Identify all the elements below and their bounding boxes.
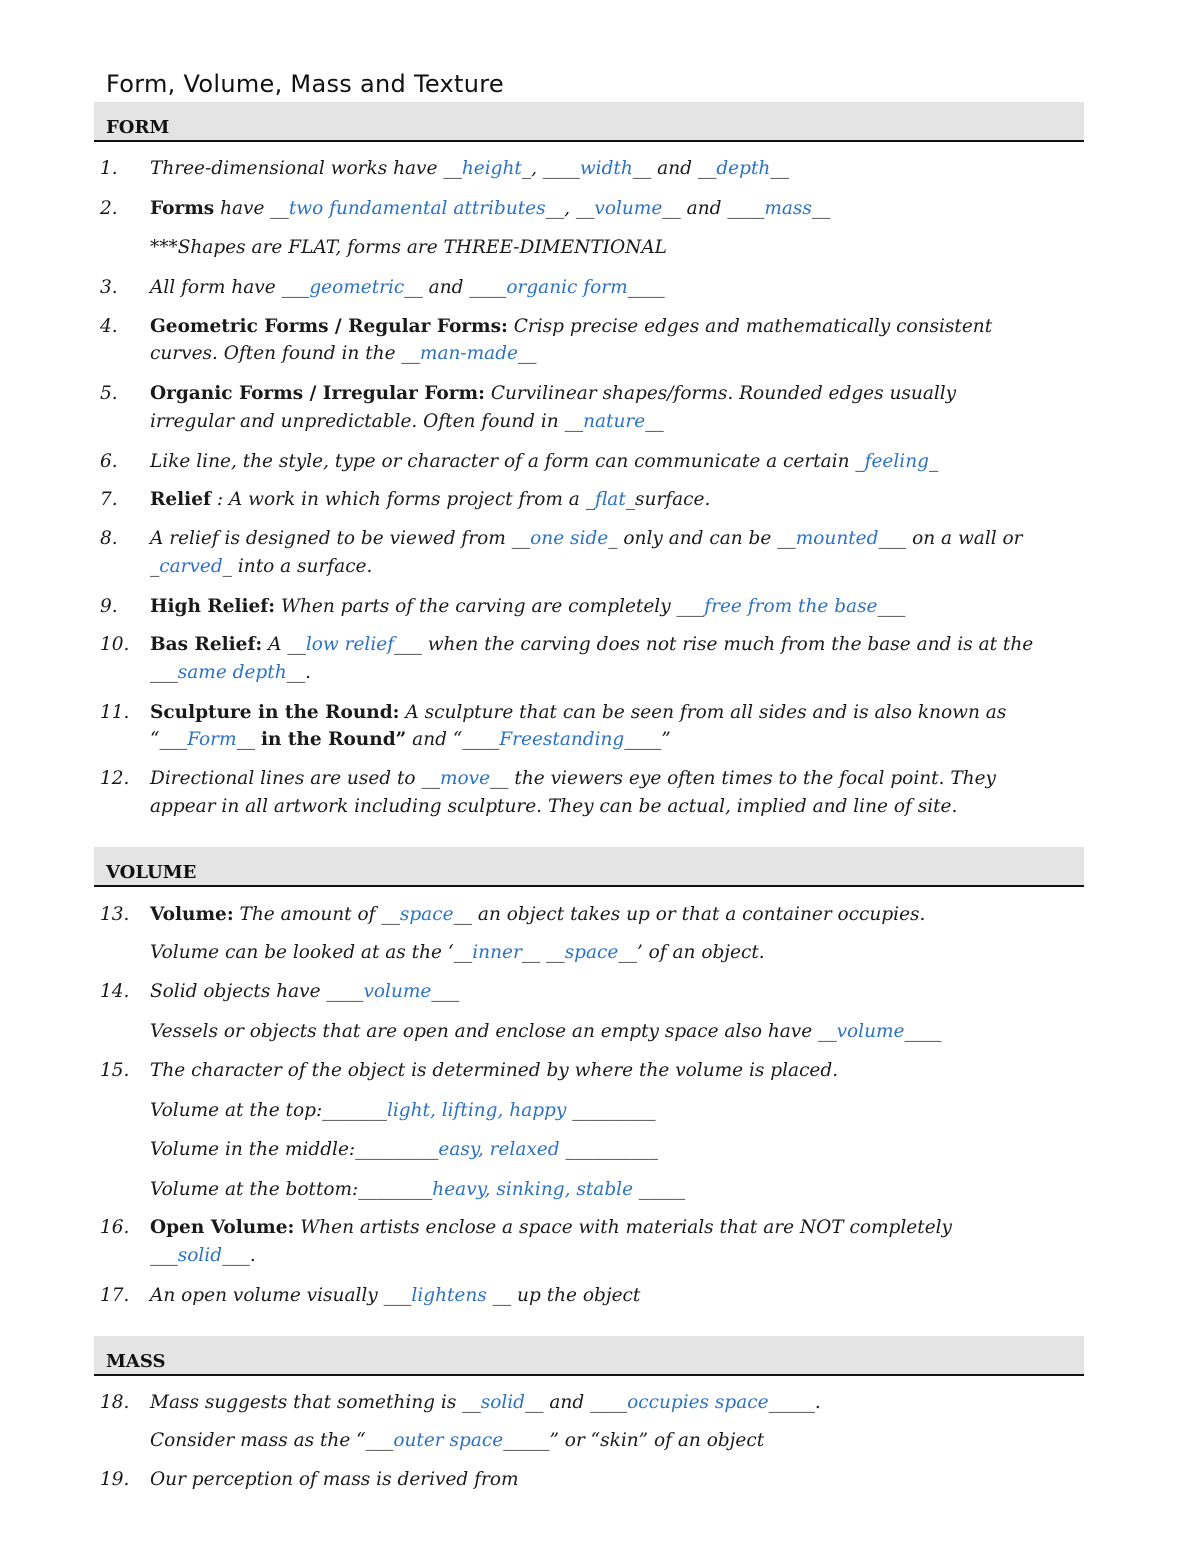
prompt-text: Curvilinear shapes/forms. Rounded edges usually xyxy=(484,383,957,404)
item-text-line xyxy=(150,553,1090,581)
item-text-line xyxy=(150,765,1090,793)
prompt-text: __ and ____ xyxy=(662,198,765,219)
answer-text: lightens xyxy=(411,1285,487,1306)
prompt-text: Like line, the style, type or character of a form can communicate a certain _ xyxy=(150,451,865,472)
prompt-text: _ xyxy=(150,556,160,577)
answer-text: free from the base xyxy=(704,596,878,617)
prompt-text: curves. Often found in the __ xyxy=(150,343,420,364)
item-text-line xyxy=(150,195,1090,223)
prompt-text: __ xyxy=(770,158,789,179)
prompt-text: __ xyxy=(518,343,537,364)
prompt-text: __ the viewers eye often times to the focal point. They xyxy=(490,768,996,789)
prompt-text: Vessels or objects that are open and enclose an empty space also have __ xyxy=(150,1021,837,1042)
prompt-text: A relief is designed to be viewed from __ xyxy=(150,528,531,549)
item-text-line xyxy=(150,631,1090,659)
section-header-volume xyxy=(94,847,1084,887)
answer-text: volume xyxy=(363,981,432,1002)
prompt-text: Volume in the middle:_________ xyxy=(150,1139,439,1160)
prompt-text: __ xyxy=(811,198,831,219)
prompt-text: __ xyxy=(236,729,261,750)
prompt-text: A __ xyxy=(262,634,306,655)
item-text-line xyxy=(150,593,1090,621)
prompt-text: ____” xyxy=(624,729,671,750)
answer-text: two fundamental attributes xyxy=(288,198,546,219)
prompt-text: Three-dimensional works have __ xyxy=(150,158,462,179)
answer-text: space xyxy=(399,904,454,925)
prompt-text: __ an object takes up or that a container occupies. xyxy=(453,904,926,925)
answer-text: geometric xyxy=(309,277,405,298)
item-text-line xyxy=(150,234,1090,262)
prompt-text: All form have ___ xyxy=(150,277,310,298)
item-number: 2. xyxy=(100,198,118,219)
answer-text: low relief xyxy=(305,634,395,655)
prompt-text: _____ xyxy=(633,1179,686,1200)
prompt-text: __ __ xyxy=(521,942,565,963)
item-text-line xyxy=(150,525,1090,553)
answer-text: move xyxy=(439,768,491,789)
answer-text: inner xyxy=(472,942,522,963)
prompt-text: __, __ xyxy=(545,198,595,219)
section-header-form xyxy=(94,102,1084,142)
item-text-line xyxy=(150,155,1090,183)
item-text-line xyxy=(150,1136,1090,1164)
prompt-text: and “____ xyxy=(406,729,500,750)
item-number: 8. xyxy=(100,528,118,549)
item-text-line xyxy=(150,1057,1090,1085)
item-number: 19. xyxy=(100,1469,130,1490)
prompt-text: _surface. xyxy=(625,489,711,510)
answer-text: carved xyxy=(159,556,223,577)
item-text-line xyxy=(150,1097,1090,1125)
item-text-line xyxy=(150,1389,1090,1417)
term-label: Forms xyxy=(150,198,215,219)
answer-text: same depth xyxy=(177,662,287,683)
prompt-text: ____ xyxy=(627,277,665,298)
answer-text: outer space xyxy=(393,1430,504,1451)
item-text-line xyxy=(150,726,1090,754)
item-text-line xyxy=(150,1018,1090,1046)
prompt-text: : A work in which forms project from a _ xyxy=(210,489,595,510)
item-number: 1. xyxy=(100,158,118,179)
answer-text: Freestanding xyxy=(499,729,625,750)
prompt-text: _ only and can be __ xyxy=(608,528,796,549)
prompt-text: Volume can be looked at as the ‘__ xyxy=(150,942,473,963)
prompt-text: Volume at the top:_______ xyxy=(150,1100,387,1121)
prompt-text: ***Shapes are FLAT, forms are THREE-DIMENTIONAL xyxy=(150,237,667,258)
term-label: Volume: xyxy=(150,904,234,925)
term-label: Open Volume: xyxy=(150,1217,295,1238)
item-number: 17. xyxy=(100,1285,130,1306)
answer-text: width xyxy=(579,158,633,179)
item-text-line xyxy=(150,486,1090,514)
prompt-text: The character of the object is determined by where the volume is placed. xyxy=(150,1060,839,1081)
prompt-text: have __ xyxy=(214,198,289,219)
item-number: 6. xyxy=(100,451,118,472)
section-title-volume: VOLUME xyxy=(106,862,197,883)
term-label: in the Round” xyxy=(260,729,407,750)
answer-text: nature xyxy=(583,411,646,432)
answer-text: mounted xyxy=(795,528,879,549)
term-label: Relief xyxy=(150,489,211,510)
prompt-text: Solid objects have ____ xyxy=(150,981,364,1002)
prompt-text: Consider mass as the “___ xyxy=(150,1430,394,1451)
item-number: 18. xyxy=(100,1392,130,1413)
item-number: 12. xyxy=(100,768,130,789)
prompt-text: _____” or “skin” of an object xyxy=(503,1430,765,1451)
item-text-line xyxy=(150,793,1090,821)
prompt-text: _ xyxy=(928,451,939,472)
prompt-text: When parts of the carving are completely ___ xyxy=(275,596,705,617)
item-text-line xyxy=(150,939,1090,967)
item-number: 4. xyxy=(100,316,118,337)
prompt-text: _, ____ xyxy=(521,158,580,179)
prompt-text: appear in all artwork including sculpture. They can be actual, implied and line of site. xyxy=(150,796,958,817)
item-text-line xyxy=(150,978,1090,1006)
prompt-text: “___ xyxy=(150,729,188,750)
document-title: Form, Volume, Mass and Texture xyxy=(106,70,504,98)
prompt-text: __ and ____ xyxy=(404,277,507,298)
item-text-line xyxy=(150,659,1090,687)
item-number: 3. xyxy=(100,277,118,298)
item-text-line xyxy=(150,1466,1090,1494)
item-text-line xyxy=(150,1282,1090,1310)
prompt-text: _ into a surface. xyxy=(222,556,373,577)
item-text-line xyxy=(150,901,1090,929)
item-text-line xyxy=(150,313,1090,341)
answer-text: solid xyxy=(177,1245,223,1266)
prompt-text: ___ xyxy=(150,662,178,683)
item-text-line xyxy=(150,1176,1090,1204)
item-text-line xyxy=(150,340,1090,368)
item-text-line xyxy=(150,699,1090,727)
item-number: 13. xyxy=(100,904,130,925)
prompt-text: __ and ____ xyxy=(525,1392,628,1413)
prompt-text: Mass suggests that something is __ xyxy=(150,1392,481,1413)
prompt-text: When artists enclose a space with materials that are NOT completely xyxy=(294,1217,953,1238)
item-text-line xyxy=(150,1214,1090,1242)
section-title-form: FORM xyxy=(106,117,170,138)
prompt-text: ___. xyxy=(222,1245,256,1266)
answer-text: flat xyxy=(594,489,626,510)
section-header-mass xyxy=(94,1336,1084,1376)
prompt-text: irregular and unpredictable. Often found in __ xyxy=(150,411,584,432)
answer-text: height xyxy=(461,158,522,179)
prompt-text: __________ xyxy=(559,1139,658,1160)
item-number: 15. xyxy=(100,1060,130,1081)
prompt-text: ___ xyxy=(431,981,460,1002)
prompt-text: _____. xyxy=(768,1392,821,1413)
answer-text: feeling xyxy=(864,451,929,472)
item-text-line xyxy=(150,408,1090,436)
term-label: High Relief: xyxy=(150,596,276,617)
item-text-line xyxy=(150,448,1090,476)
item-number: 14. xyxy=(100,981,130,1002)
prompt-text: Directional lines are used to __ xyxy=(150,768,440,789)
answer-text: occupies space xyxy=(627,1392,769,1413)
prompt-text: ___ xyxy=(877,596,906,617)
prompt-text: An open volume visually ___ xyxy=(150,1285,412,1306)
item-text-line xyxy=(150,274,1090,302)
item-number: 7. xyxy=(100,489,118,510)
item-number: 16. xyxy=(100,1217,130,1238)
item-number: 9. xyxy=(100,596,118,617)
prompt-text: Volume at the bottom:________ xyxy=(150,1179,433,1200)
prompt-text: Our perception of mass is derived from xyxy=(150,1469,519,1490)
answer-text: space xyxy=(564,942,619,963)
term-label: Geometric Forms / Regular Forms: xyxy=(150,316,508,337)
prompt-text: A sculpture that can be seen from all sides and is also known as xyxy=(399,702,1007,723)
prompt-text: __ up the object xyxy=(486,1285,641,1306)
term-label: Sculpture in the Round: xyxy=(150,702,400,723)
prompt-text: __’ of an object. xyxy=(618,942,765,963)
section-title-mass: MASS xyxy=(106,1351,166,1372)
answer-text: man-made xyxy=(419,343,519,364)
item-number: 11. xyxy=(100,702,130,723)
term-label: Organic Forms / Irregular Form: xyxy=(150,383,485,404)
answer-text: Form xyxy=(187,729,237,750)
answer-text: mass xyxy=(764,198,812,219)
prompt-text: ___ when the carving does not rise much from the base and is at the xyxy=(394,634,1034,655)
answer-text: volume xyxy=(836,1021,905,1042)
answer-text: depth xyxy=(716,158,771,179)
answer-text: easy, relaxed xyxy=(438,1139,560,1160)
prompt-text: __ xyxy=(645,411,664,432)
prompt-text: ____ xyxy=(904,1021,942,1042)
answer-text: solid xyxy=(480,1392,526,1413)
item-text-line xyxy=(150,1242,1090,1270)
item-text-line xyxy=(150,1427,1090,1455)
answer-text: organic form xyxy=(506,277,628,298)
item-number: 10. xyxy=(100,634,130,655)
answer-text: one side xyxy=(530,528,609,549)
prompt-text: Crisp precise edges and mathematically consistent xyxy=(507,316,993,337)
answer-text: heavy, sinking, stable xyxy=(432,1179,634,1200)
item-text-line xyxy=(150,380,1090,408)
prompt-text: __. xyxy=(286,662,312,683)
term-label: Bas Relief: xyxy=(150,634,263,655)
prompt-text: ___ on a wall or xyxy=(878,528,1023,549)
prompt-text: __ and __ xyxy=(632,158,717,179)
item-number: 5. xyxy=(100,383,118,404)
answer-text: light, lifting, happy xyxy=(386,1100,567,1121)
prompt-text: ___ xyxy=(150,1245,178,1266)
prompt-text: The amount of __ xyxy=(233,904,400,925)
answer-text: volume xyxy=(594,198,663,219)
prompt-text: _________ xyxy=(566,1100,656,1121)
